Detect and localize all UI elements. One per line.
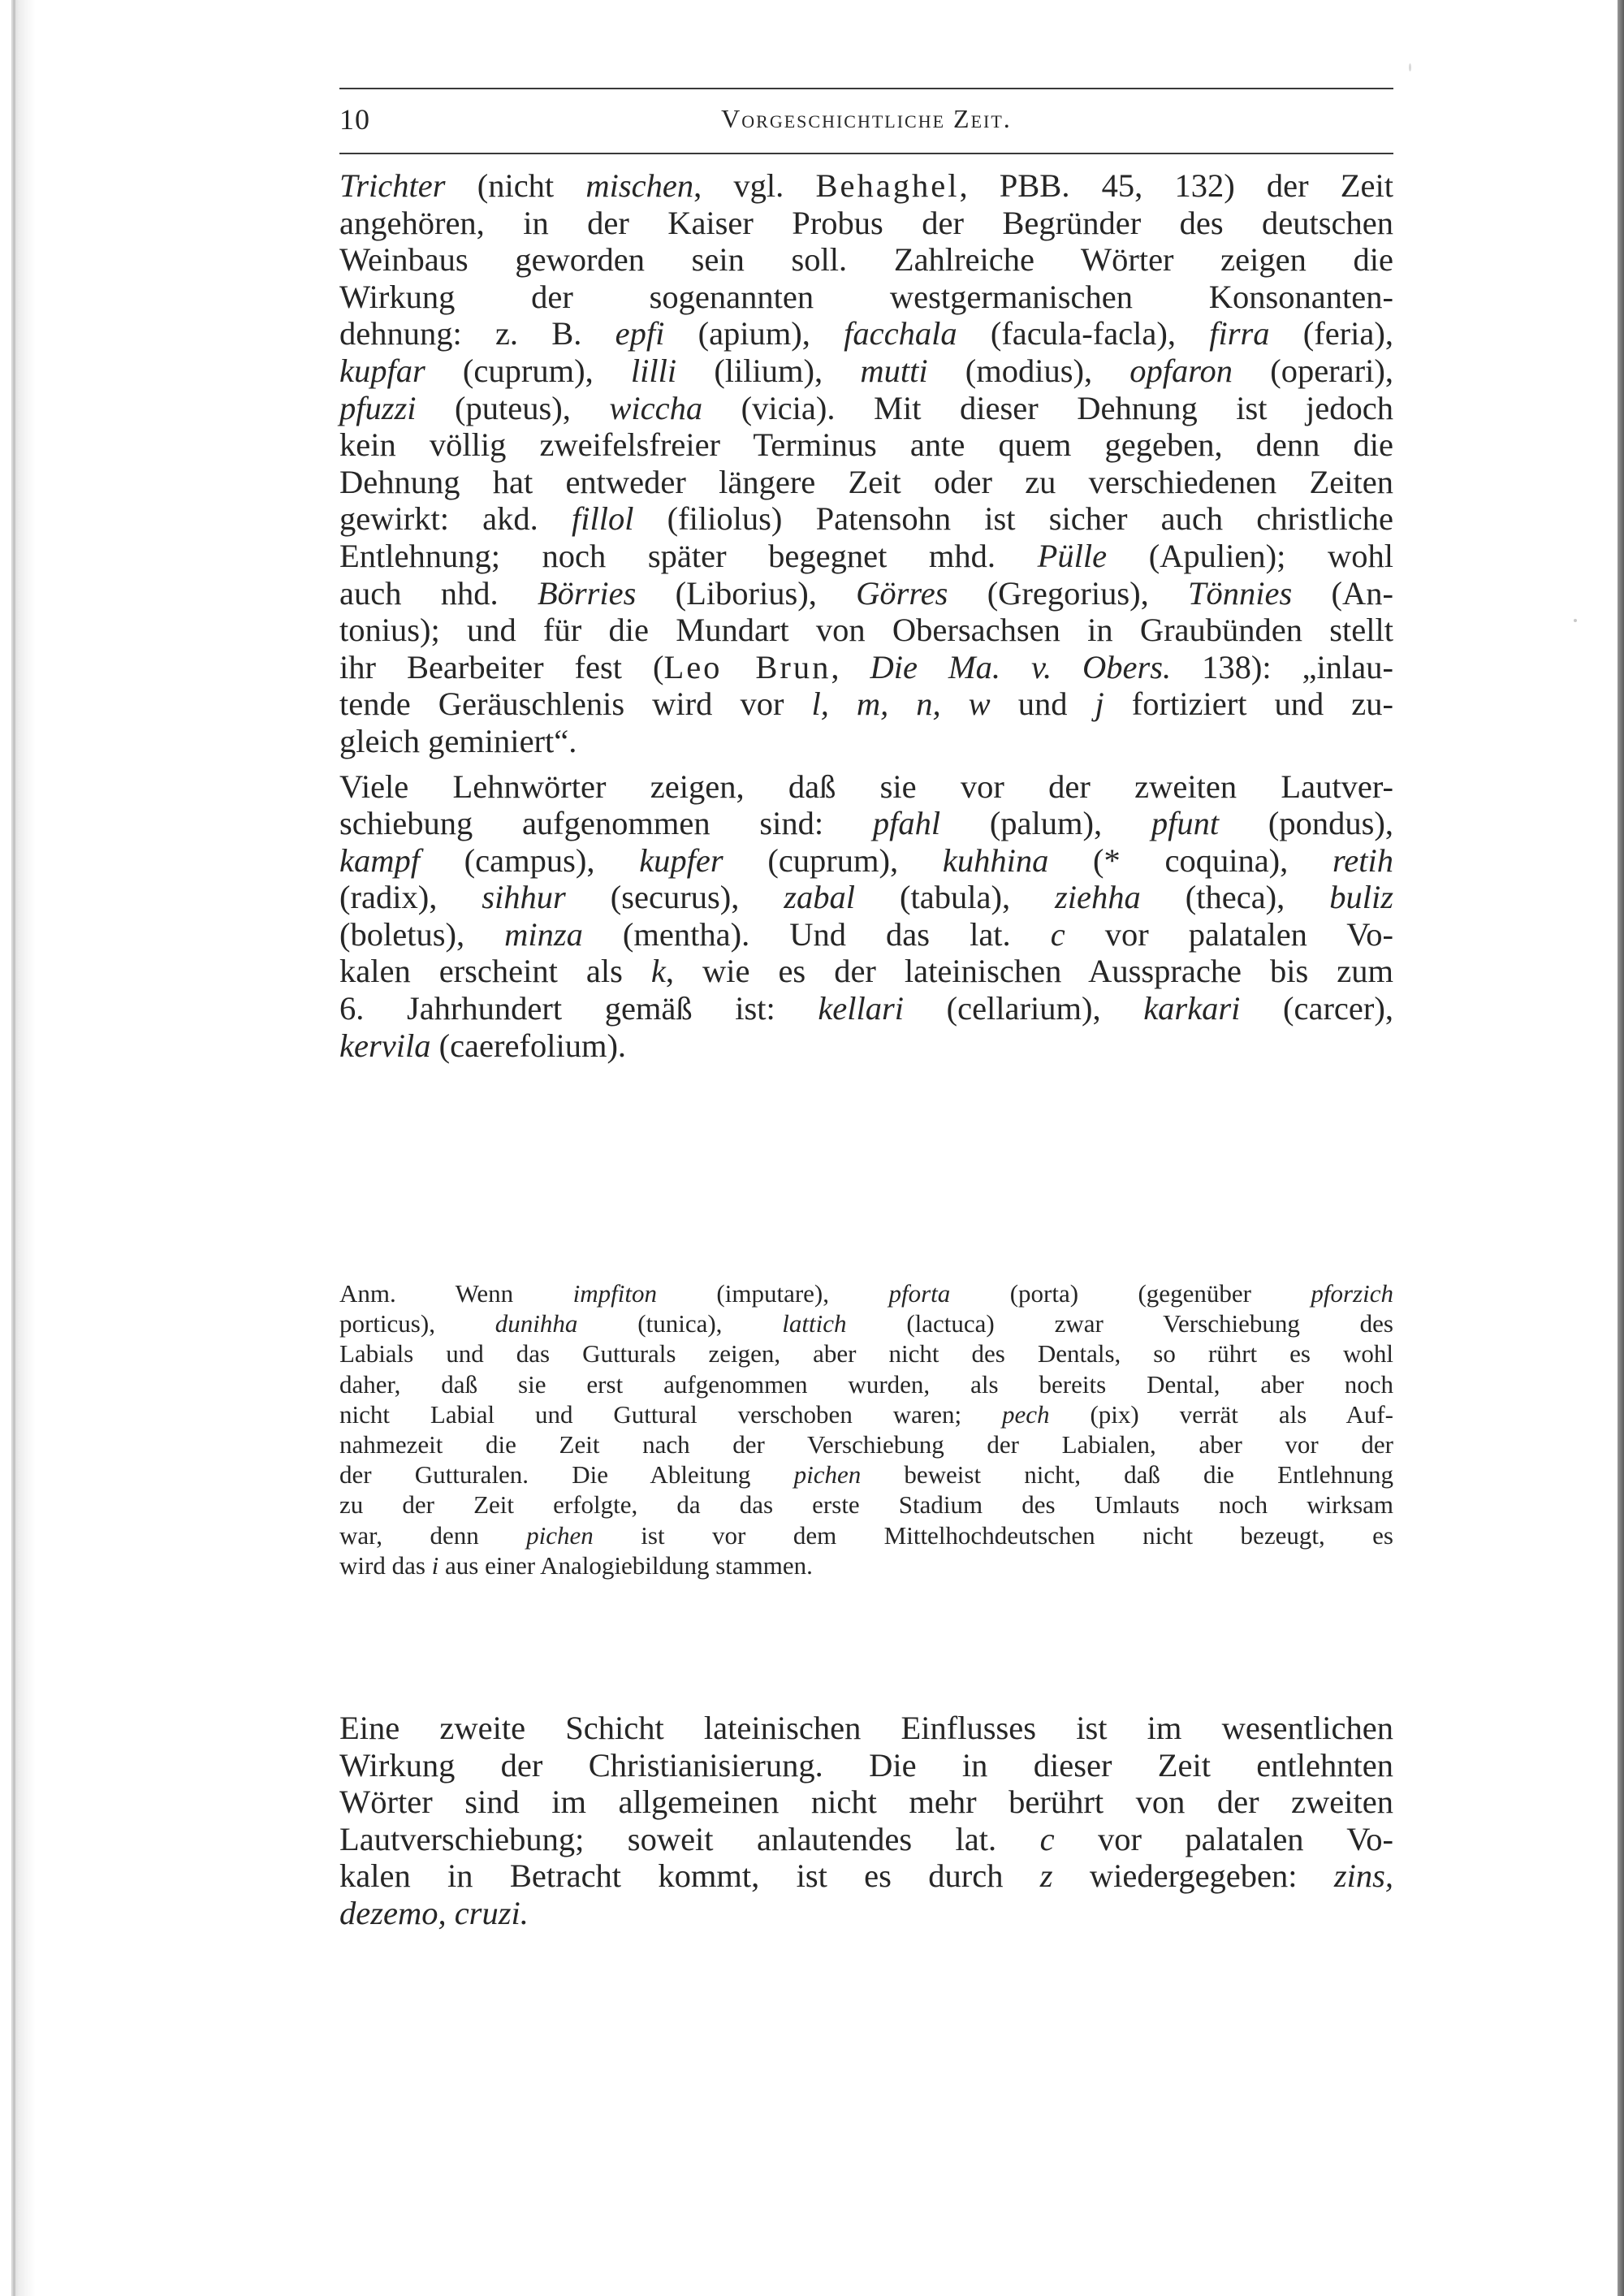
scan-speck	[1409, 63, 1411, 71]
text-line: Anm. Wenn impfiton (imputare), pforta (porta) (gegenüber pforzich	[339, 1279, 1393, 1308]
text-line: Labials und das Gutturals zeigen, aber nicht des Dentals, so rührt es wohl	[339, 1339, 1393, 1369]
header-top-rule	[339, 88, 1393, 89]
text-line: schiebung aufgenommen sind: pfahl (palum), pfunt (pondus),	[339, 805, 1393, 842]
text-line: tonius); und für die Mundart von Obersachsen in Graubünden stellt	[339, 612, 1393, 649]
text-line: Trichter (nicht mischen, vgl. Behaghel, PBB. 45, 132) der Zeit	[339, 167, 1393, 204]
text-line: wird das i aus einer Analogiebildung stammen.	[339, 1550, 813, 1580]
text-line: Eine zweite Schicht lateinischen Einflusses ist im wesentlichen	[339, 1710, 1393, 1746]
text-line: (boletus), minza (mentha). Und das lat. c vor palatalen Vo-	[339, 915, 1393, 953]
text-line: Wörter sind im allgemeinen nicht mehr berührt von der zweiten	[339, 1784, 1393, 1821]
text-line: dezemo, cruzi.	[339, 1894, 529, 1931]
scan-right-edge	[1618, 0, 1624, 2296]
text-line: kein völlig zweifelsfreier Terminus ante quem gegeben, denn die	[339, 426, 1393, 464]
text-line: daher, daß sie erst aufgenommen wurden, als bereits Dental, aber noch	[339, 1369, 1393, 1399]
text-line: kampf (campus), kupfer (cuprum), kuhhina (* coquina), retih	[339, 841, 1393, 879]
text-line: war, denn pichen ist vor dem Mittelhochdeutschen nicht bezeugt, es	[339, 1520, 1393, 1550]
text-line: Wirkung der sogenannten westgermanischen Konsonanten-	[339, 278, 1393, 315]
text-line: gleich geminiert“.	[339, 722, 577, 759]
text-line: kervila (caerefolium).	[339, 1027, 627, 1064]
running-head	[339, 102, 1393, 141]
running-title: Vorgeschichtliche Zeit.	[721, 104, 1012, 133]
text-line: Wirkung der Christianisierung. Die in dieser Zeit entlehnten	[339, 1746, 1393, 1784]
footnote-anm	[339, 1278, 1393, 1580]
text-line: porticus), dunihha (tunica), lattich (lactuca) zwar Verschiebung des	[339, 1309, 1393, 1338]
text-line: kalen in Betracht kommt, ist es durch z wiedergegeben: zins,	[339, 1857, 1393, 1895]
text-line: gewirkt: akd. fillol (filiolus) Patensohn ist sicher auch christliche	[339, 500, 1393, 538]
text-line: nahmezeit die Zeit nach der Verschiebung der Labialen, aber vor der	[339, 1429, 1393, 1459]
text-line: dehnung: z. B. epfi (apium), facchala (facula-facla), firra (feria),	[339, 315, 1393, 352]
page-number: 10	[339, 103, 370, 136]
scan-binding-edge	[13, 0, 15, 2296]
text-line: 6. Jahrhundert gemäß ist: kellari (cellarium), karkari (carcer),	[339, 990, 1393, 1027]
paragraph-zweite-schicht	[339, 1710, 1393, 1932]
text-line: Entlehnung; noch später begegnet mhd. Pülle (Apulien); wohl	[339, 537, 1393, 574]
text-line: der Gutturalen. Die Ableitung pichen beweist nicht, daß die Entlehnung	[339, 1460, 1393, 1490]
text-line: Dehnung hat entweder längere Zeit oder zu verschiedenen Zeiten	[339, 463, 1393, 500]
text-line: auch nhd. Börries (Liborius), Görres (Gregorius), Tönnies (An-	[339, 574, 1393, 612]
text-line: Lautverschiebung; soweit anlautendes lat. c vor palatalen Vo-	[339, 1820, 1393, 1857]
text-line: Weinbaus geworden sein soll. Zahlreiche Wörter zeigen die	[339, 241, 1393, 279]
paragraph-lehnwoerter	[339, 768, 1393, 1065]
text-line: nicht Labial und Guttural verschoben waren; pech (pix) verrät als Auf-	[339, 1399, 1394, 1429]
text-line: Viele Lehnwörter zeigen, daß sie vor der zweiten Lautver-	[339, 767, 1393, 805]
text-line: ihr Bearbeiter fest (Leo Brun, Die Ma. v. Obers. 138): „inlau-	[339, 648, 1393, 685]
text-line: (radix), sihhur (securus), zabal (tabula), ziehha (theca), buliz	[339, 879, 1394, 916]
paragraph-trichter	[339, 167, 1393, 760]
text-line: tende Geräuschlenis wird vor l, m, n, w und j fortiziert und zu-	[339, 685, 1394, 723]
text-line: kupfar (cuprum), lilli (lilium), mutti (modius), opfaron (operari),	[339, 352, 1393, 389]
text-line: angehören, in der Kaiser Probus der Begründer des deutschen	[339, 204, 1393, 241]
text-line: pfuzzi (puteus), wiccha (vicia). Mit dieser Dehnung ist jedoch	[339, 389, 1393, 426]
main-text-block	[339, 167, 1393, 1064]
text-line: kalen erscheint als k, wie es der lateinischen Aussprache bis zum	[339, 953, 1394, 990]
text-line: zu der Zeit erfolgte, da das erste Stadium des Umlauts noch wirksam	[339, 1490, 1393, 1520]
scan-speck	[1574, 619, 1577, 622]
header-bottom-rule	[339, 153, 1393, 154]
